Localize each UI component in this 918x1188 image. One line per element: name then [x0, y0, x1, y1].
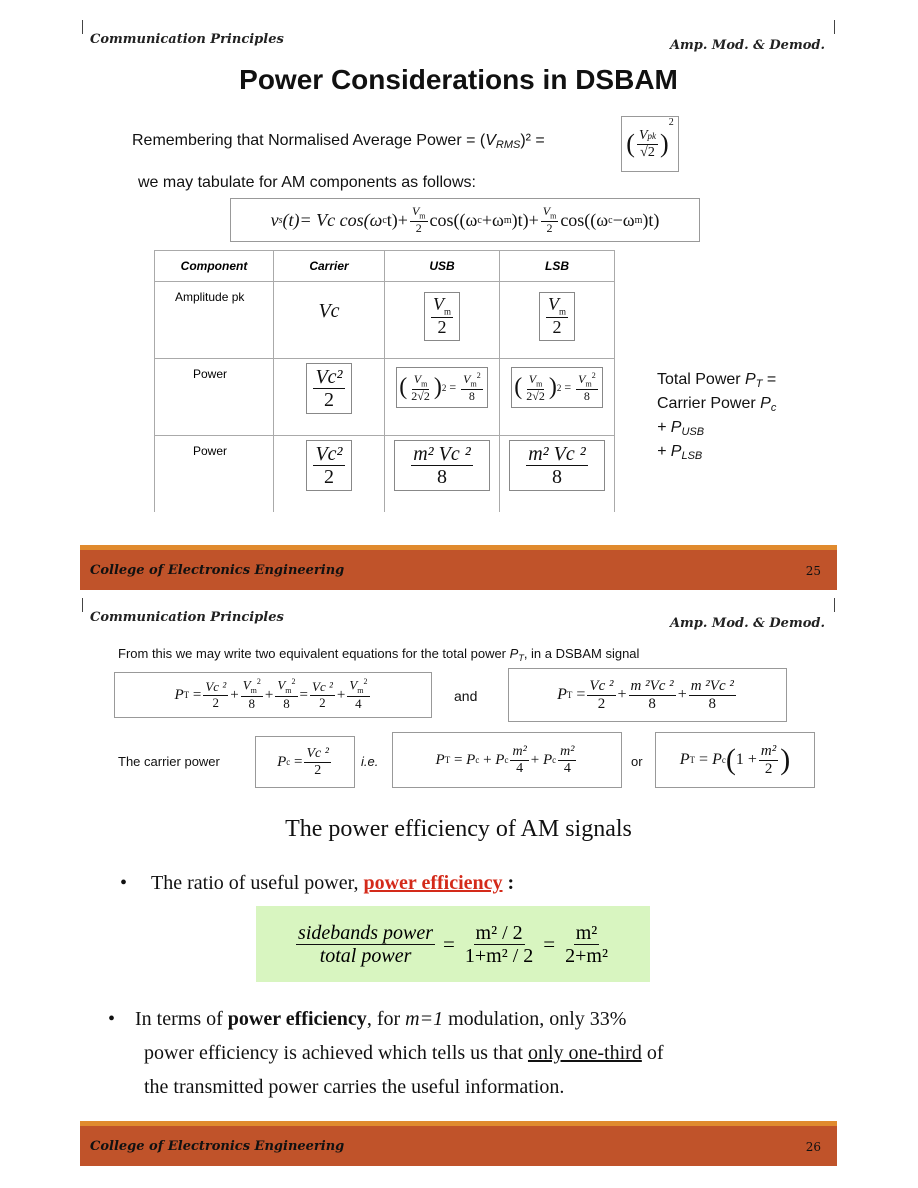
pt: P	[557, 686, 567, 703]
page-number: 25	[805, 564, 821, 578]
efficiency-heading: The power efficiency of AM signals	[285, 816, 632, 842]
text: of	[646, 1042, 664, 1064]
sub: m	[558, 306, 566, 317]
m2: m²	[560, 744, 575, 760]
m2vc2: m² Vc ²	[413, 443, 471, 465]
sub: c	[382, 214, 387, 226]
den: 8	[583, 389, 590, 404]
text: power efficiency is achieved which tells us that	[144, 1042, 523, 1064]
pt: P	[745, 371, 756, 388]
v: V	[542, 203, 551, 218]
or-text: or	[631, 754, 643, 769]
m2vc2: m ²Vc ²	[690, 678, 734, 694]
am-components-table	[154, 250, 615, 512]
text: From this we may write two equivalent equations for the total power	[118, 646, 507, 661]
carrier-amplitude-cell	[274, 282, 385, 359]
sub: m	[550, 211, 557, 221]
mid-num: m² / 2	[475, 921, 523, 944]
den: 8	[552, 466, 562, 488]
text: Remembering that Normalised Average Power = (	[132, 132, 486, 149]
table-row	[155, 436, 615, 513]
total-power: total power	[319, 944, 412, 967]
dsbam-signal-equation	[230, 198, 700, 242]
text: , for	[366, 1008, 401, 1030]
total-power-pc-equation: P T = P c + P c $\frac{\text{m²}}{4}$ + P c $\frac{\text{m²}}{4}$	[392, 732, 622, 788]
den: 2	[415, 221, 422, 235]
sub: m	[250, 686, 257, 696]
carrier-power-cell	[274, 359, 385, 436]
den: 2	[546, 221, 553, 235]
sub: s	[278, 214, 283, 226]
header-topic: Amp. Mod. & Demod.	[669, 38, 825, 53]
table-row	[155, 282, 615, 359]
pc: P	[495, 751, 505, 768]
vm: V	[277, 677, 286, 693]
sub: T	[518, 653, 524, 663]
v: V	[463, 372, 471, 386]
text: + P	[657, 443, 682, 460]
eq-part: −ω	[612, 209, 635, 230]
vc2: Vc ²	[306, 746, 329, 762]
carrier-power-m-cell	[274, 436, 385, 513]
vc: Vc	[318, 300, 340, 322]
sub: m	[536, 378, 543, 388]
corner-mark	[82, 598, 83, 612]
header-topic: Amp. Mod. & Demod.	[669, 616, 825, 631]
sub: T	[444, 755, 451, 765]
eq-part: t)+	[386, 209, 408, 230]
sub: m	[585, 379, 592, 389]
den: 4	[563, 760, 571, 776]
den: 2	[764, 760, 773, 777]
text: )² =	[520, 132, 545, 149]
text-bold: power efficiency	[227, 1008, 367, 1030]
row-label: Power	[155, 436, 274, 513]
total-power-equation-m: P T = $\frac{\text{Vc ²}}{2}$ + $\frac{\text{m ²Vc ²}}{8}$ + $\frac{\text{m ²Vc ²}}{8}$	[508, 668, 787, 722]
one-plus: 1 +	[735, 751, 757, 768]
pk-sub: pk	[647, 131, 657, 142]
total-power-equation-vm: P T = $\frac{\text{Vc ²}}{2}$ + $\frac{V_m^2}{8}$ + $\frac{V_m^2}{8}$ = $\frac{\text{Vc ²}}{2}$ + $\frac{V_m^2}{4}$	[114, 672, 432, 718]
vc2: Vc ²	[589, 678, 614, 694]
den: 8	[648, 695, 656, 712]
den: 4	[516, 760, 524, 776]
sub: m	[421, 378, 428, 388]
efficiency-formula: $\frac{\text{sidebands power}}{\text{total power}}$ = $\frac{\text{m² / 2}}{\text{1+m² / 2}}$ = $\frac{\text{m²}}{\text{2+m²}}$	[256, 906, 650, 982]
header-course: Communication Principles	[90, 610, 284, 625]
power-efficiency-link[interactable]: power efficiency	[363, 872, 503, 894]
den: 2	[324, 389, 334, 411]
m2vc2: m² Vc ²	[528, 443, 586, 465]
corner-mark	[82, 20, 83, 34]
slide-25	[80, 20, 837, 590]
pc: P	[277, 753, 287, 770]
vc2: Vc ²	[312, 679, 333, 695]
den: 8	[248, 696, 256, 712]
and-text: and	[454, 688, 478, 704]
v: V	[547, 294, 559, 314]
eq-part: )t)+	[511, 209, 539, 230]
v: V	[578, 372, 586, 386]
pt: P	[679, 751, 690, 768]
one-third-underlined: only one-third	[527, 1042, 642, 1064]
mid-den: 1+m² / 2	[464, 944, 534, 967]
sub: T	[755, 378, 763, 390]
pt: P	[174, 686, 184, 703]
sub: m	[634, 214, 643, 226]
sub: T	[689, 755, 696, 765]
tabulate-line: we may tabulate for AM components as follows:	[138, 174, 476, 191]
sub: USB	[681, 426, 705, 438]
text: The ratio of useful power,	[151, 872, 359, 894]
vc2: Vc ²	[205, 679, 227, 695]
normalised-power-line	[132, 132, 545, 151]
sub: c	[721, 755, 726, 765]
total-power-note	[657, 370, 776, 466]
m2vc2: m ²Vc ²	[630, 678, 674, 694]
eq-part: cos((ω	[560, 209, 609, 230]
vc2: Vc²	[315, 366, 343, 388]
sub: c	[286, 757, 291, 767]
den: 2	[319, 694, 326, 710]
usb-power-cell: ( $\frac{V_m}{2√2}$ ) 2 = $\frac{V_m^2}{8}$	[385, 359, 500, 436]
sub: c	[504, 755, 509, 765]
vm: V	[242, 677, 251, 693]
vrms-symbol: V	[485, 132, 496, 149]
sub: m	[470, 379, 477, 389]
sub: m	[419, 211, 426, 221]
slide-footer	[80, 1121, 837, 1166]
eq-part: +ω	[481, 209, 504, 230]
den: 2√2	[411, 388, 430, 403]
sub: LSB	[681, 450, 703, 462]
v: V	[528, 371, 537, 386]
sub: m	[503, 214, 512, 226]
slide-footer	[80, 545, 837, 590]
text: In terms of	[135, 1008, 223, 1030]
v: V	[413, 371, 422, 386]
den: 8	[708, 695, 717, 712]
pc: P	[760, 395, 771, 412]
sub: m	[443, 306, 451, 317]
pc: P	[712, 751, 722, 768]
corner-mark	[834, 598, 835, 612]
den: 2	[437, 317, 447, 338]
slide-26	[80, 598, 837, 1166]
den: 2	[314, 762, 322, 778]
sub: m	[357, 686, 364, 696]
footer-college: College of Electronics Engineering	[90, 563, 345, 578]
eq-part: )t)	[642, 209, 660, 230]
v-symbol: V	[638, 128, 648, 144]
den: 2	[552, 317, 562, 338]
colon: :	[507, 872, 515, 894]
v: V	[432, 294, 444, 314]
sub: c	[477, 214, 482, 226]
pc: P	[543, 751, 553, 768]
intro-line	[118, 646, 639, 663]
vm: V	[349, 677, 358, 693]
den: 2√2	[526, 388, 545, 403]
sub: m	[285, 686, 292, 696]
row-label: Power	[155, 359, 274, 436]
pc: P	[466, 751, 476, 768]
den: 2	[324, 466, 334, 488]
sub: c	[475, 755, 480, 765]
col-header: Carrier	[274, 251, 385, 282]
text: + P	[657, 419, 682, 436]
root2: √2	[640, 144, 655, 160]
footer-college: College of Electronics Engineering	[90, 1139, 345, 1154]
pt: P	[509, 646, 519, 661]
v: V	[411, 203, 420, 218]
corner-mark	[834, 20, 835, 34]
header-course: Communication Principles	[90, 32, 284, 47]
col-header: LSB	[500, 251, 615, 282]
right-den: 2+m²	[565, 944, 608, 967]
den: 2	[212, 694, 220, 710]
text: Carrier Power	[657, 395, 756, 412]
den: 8	[468, 389, 475, 404]
slide-title: Power Considerations in DSBAM	[239, 64, 678, 95]
usb-amplitude-cell	[385, 282, 500, 359]
lsb-power-cell: ( $\frac{V_m}{2√2}$ ) 2 = $\frac{V_m^2}{8}$	[500, 359, 615, 436]
sub: T	[566, 690, 573, 700]
den: 8	[437, 466, 447, 488]
vrms-sub: RMS	[495, 139, 521, 151]
m2: m²	[512, 744, 527, 760]
sub: c	[552, 755, 557, 765]
right-num: m²	[575, 921, 598, 944]
sub: c	[770, 402, 777, 414]
text: , in a DSBAM signal	[523, 646, 640, 661]
eq-part: cos((ω	[429, 209, 478, 230]
table-header-row	[155, 251, 615, 282]
pt: P	[435, 751, 445, 768]
sidebands-power: sidebands power	[298, 921, 434, 944]
sub: c	[608, 214, 613, 226]
col-header: USB	[385, 251, 500, 282]
equals: =	[766, 371, 777, 388]
den: 4	[355, 696, 362, 712]
carrier-power-equation: P c = $\frac{\text{Vc ²}}{2}$	[255, 736, 355, 788]
vpk-over-root2-formula: ( $\frac{\text{Vpk}}{√2}$ ) 2	[621, 116, 679, 172]
lsb-amplitude-cell	[500, 282, 615, 359]
usb-power-m-cell	[385, 436, 500, 513]
text: modulation, only 33%	[448, 1008, 627, 1030]
text: Total Power	[657, 371, 741, 388]
text: the transmitted power carries the useful information.	[144, 1076, 565, 1098]
lsb-power-m-cell	[500, 436, 615, 513]
sub: T	[183, 690, 190, 700]
bullet-33-percent: • In terms of power efficiency, for m=1 modulation, only 33% power efficiency is achieved which tells us that only one-third of the transmitted power carries the useful information.	[108, 1002, 818, 1104]
page-number: 26	[805, 1140, 821, 1154]
carrier-power-label: The carrier power	[118, 754, 220, 769]
total-power-factored-equation: P T = P c ( 1 + $\frac{\text{m²}}{2}$ )	[655, 732, 815, 788]
col-header: Component	[155, 251, 274, 282]
den: 8	[283, 696, 290, 712]
m-equals-1: m=1	[405, 1008, 444, 1030]
equals: =	[449, 380, 457, 395]
vc2: Vc²	[315, 443, 343, 465]
table-row	[155, 359, 615, 436]
bullet-ratio: • The ratio of useful power, power efficiency :	[120, 872, 515, 894]
ie-text: i.e.	[361, 754, 379, 769]
v-symbol: v	[270, 209, 279, 230]
equals: =	[564, 380, 572, 395]
eq-part: (t)= Vc cos(ω	[282, 209, 383, 230]
m2: m²	[760, 743, 777, 759]
den: 2	[597, 695, 606, 712]
row-label: Amplitude pk	[155, 282, 274, 359]
